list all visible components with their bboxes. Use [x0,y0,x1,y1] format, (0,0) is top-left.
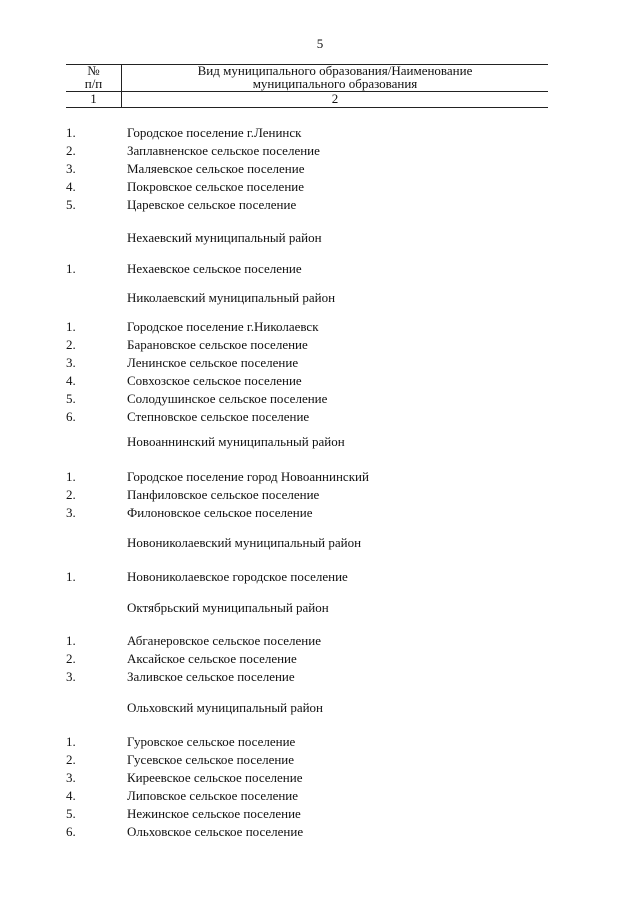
list-item-number: 1. [66,261,76,276]
list-item-name: Нехаевское сельское поселение [127,261,302,276]
list-item-number: 4. [66,788,76,803]
list-item-name: Совхозское сельское поселение [127,373,302,388]
district-heading: Николаевский муниципальный район [127,290,336,305]
district-heading: Октябрьский муниципальный район [127,600,329,615]
list-item-number: 3. [66,355,76,370]
header-index-1: 1 [90,91,97,106]
page-number: 5 [316,36,324,51]
list-item-number: 1. [66,734,76,749]
list-item-name: Заплавненское сельское поселение [127,143,320,158]
header-rule-bottom [66,107,548,108]
list-item-number: 3. [66,770,76,785]
list-item-number: 5. [66,391,76,406]
district-heading: Ольховский муниципальный район [127,700,324,715]
list-item-name: Заливское сельское поселение [127,669,295,684]
list-item-name: Абганеровское сельское поселение [127,633,321,648]
header-name-line1: Вид муниципального образования/Наименование [197,63,473,78]
list-item-number: 6. [66,824,76,839]
list-item-name: Городское поселение город Новоаннинский [127,469,369,484]
list-item-number: 5. [66,806,76,821]
list-item-name: Панфиловское сельское поселение [127,487,320,502]
list-item-name: Солодушинское сельское поселение [127,391,328,406]
list-item-number: 2. [66,143,76,158]
list-item-name: Гусевское сельское поселение [127,752,295,767]
list-item-name: Степновское сельское поселение [127,409,310,424]
district-heading: Новоаннинский муниципальный район [127,434,345,449]
list-item-number: 1. [66,633,76,648]
list-item-name: Гуровское сельское поселение [127,734,296,749]
list-item-number: 3. [66,505,76,520]
list-item-number: 6. [66,409,76,424]
header-index-2: 2 [331,91,339,106]
list-item-name: Маляевское сельское поселение [127,161,305,176]
list-item-number: 1. [66,125,76,140]
list-item-number: 1. [66,569,76,584]
district-heading: Нехаевский муниципальный район [127,230,322,245]
list-item-number: 1. [66,319,76,334]
list-item-name: Ленинское сельское поселение [127,355,299,370]
list-item-name: Городское поселение г.Ленинск [127,125,302,140]
district-heading: Новониколаевский муниципальный район [127,535,362,550]
list-item-number: 3. [66,161,76,176]
list-item-name: Ольховское сельское поселение [127,824,304,839]
header-number-column [66,64,121,90]
list-item-name: Царевское сельское поселение [127,197,297,212]
list-item-number: 2. [66,651,76,666]
list-item-number: 1. [66,469,76,484]
list-item-number: 5. [66,197,76,212]
list-item-number: 2. [66,337,76,352]
header-number-line2: п/п [84,76,103,91]
header-number-line1: № [87,63,100,78]
list-item-number: 4. [66,373,76,388]
list-item-number: 4. [66,179,76,194]
list-item-name: Липовское сельское поселение [127,788,299,803]
header-name-column [122,64,548,90]
list-item-number: 2. [66,487,76,502]
list-item-name: Покровское сельское поселение [127,179,305,194]
list-item-name: Новониколаевское городское поселение [127,569,348,584]
list-item-number: 3. [66,669,76,684]
list-item-name: Барановское сельское поселение [127,337,308,352]
list-item-name: Филоновское сельское поселение [127,505,313,520]
list-item-name: Аксайское сельское поселение [127,651,297,666]
list-item-name: Киреевское сельское поселение [127,770,303,785]
list-item-name: Городское поселение г.Николаевск [127,319,319,334]
header-name-line2: муниципального образования [252,76,418,91]
list-item-name: Нежинское сельское поселение [127,806,301,821]
list-item-number: 2. [66,752,76,767]
